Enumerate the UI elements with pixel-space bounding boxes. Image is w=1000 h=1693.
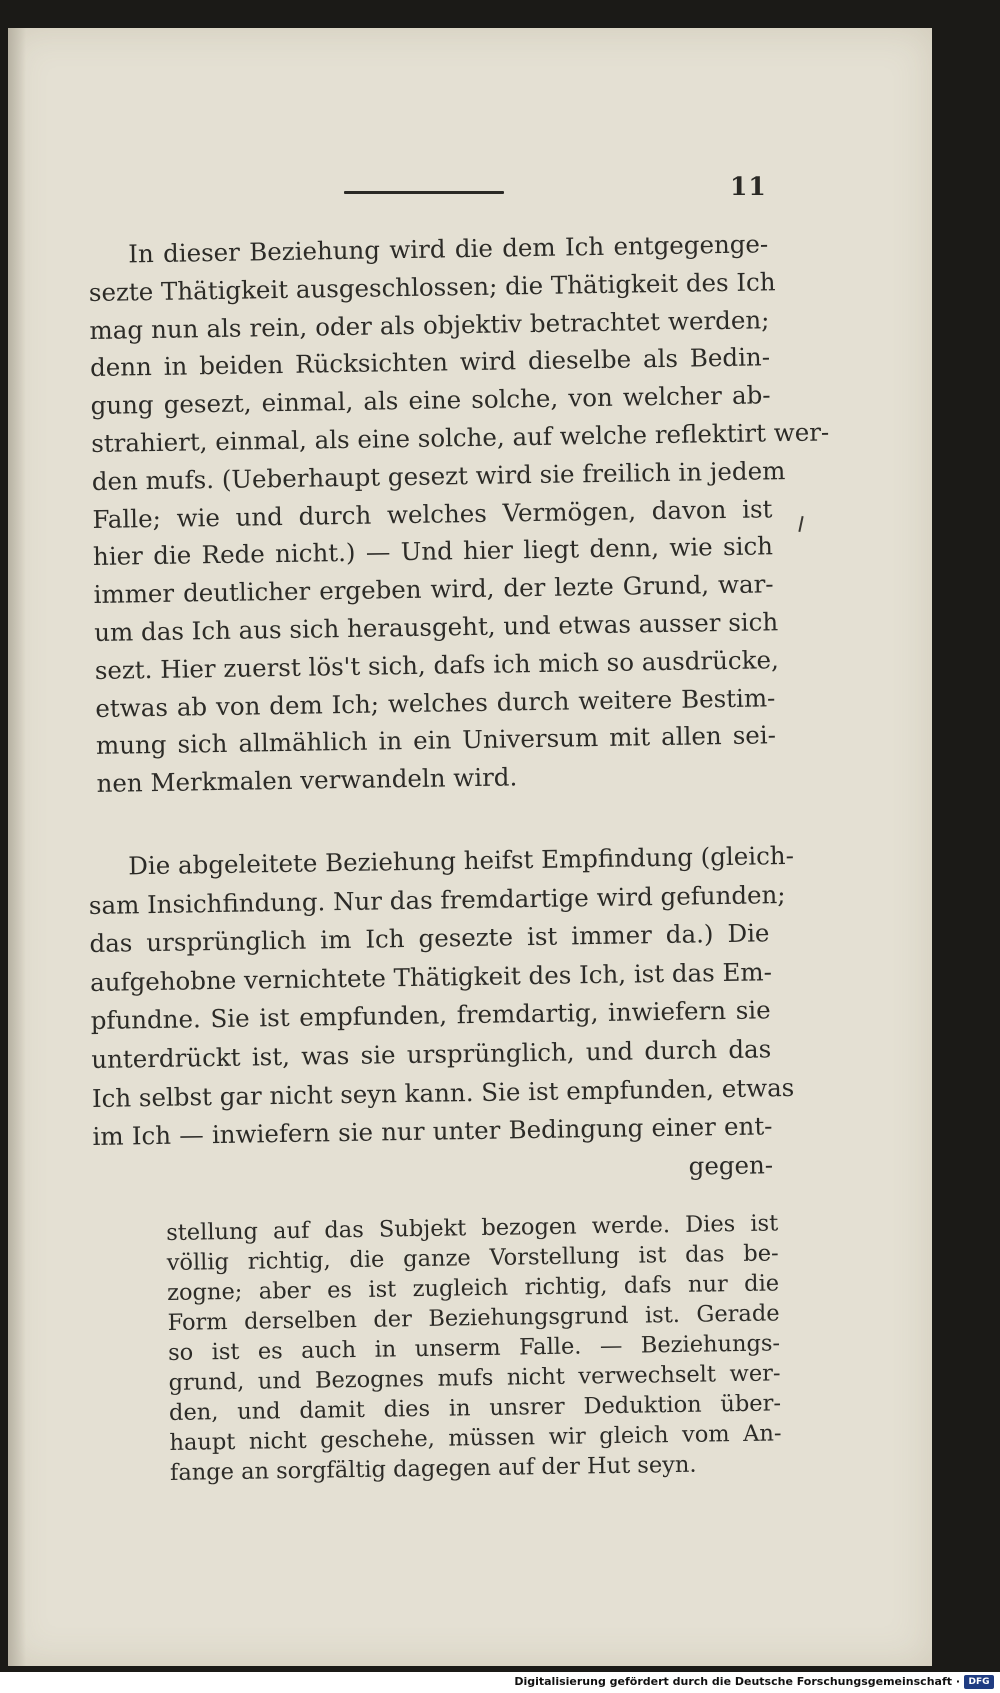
- dfg-credit: Digitalisierung gefördert durch die Deutsche Forschungsgemeinschaft ·: [514, 1675, 960, 1688]
- footnote-line: völlig richtig, die ganze Vorstellung ist das be-: [166, 1240, 779, 1276]
- text-line: pfundne. Sie ist empfunden, fremdartig, inwiefern sie: [90, 995, 771, 1036]
- text-line: den mufs. (Ueberhaupt gesezt wird sie freilich in jedem: [91, 455, 786, 496]
- footnote-line: zogne; aber es ist zugleich richtig, dafs nur die: [166, 1270, 780, 1306]
- text-line: mag nun als rein, oder als objektiv betrachtet werden;: [89, 304, 770, 345]
- text-line: Falle; wie und durch welches Vermögen, davon ist: [92, 493, 773, 534]
- digitization-footer: [0, 1672, 1000, 1693]
- footnote-line: stellung auf das Subjekt bezogen werde. Dies ist: [166, 1210, 779, 1246]
- dfg-logo: DFG: [964, 1675, 994, 1689]
- text-line: sezt. Hier zuerst lös't sich, dafs ich mich so ausdrücke,: [94, 644, 779, 685]
- header-rule: [344, 191, 504, 194]
- text-line: das ursprünglich im Ich gesezte ist immer da.) Die: [89, 918, 770, 959]
- text-line: nen Merkmalen verwandeln wird.: [96, 762, 518, 799]
- text-line: mung sich allmählich in ein Universum mit allen sei-: [95, 720, 777, 761]
- catchword: gegen-: [688, 1150, 774, 1181]
- text-line: denn in beiden Rücksichten wird dieselbe als Bedin-: [89, 342, 771, 383]
- text-line: sam Insichfindung. Nur das fremdartige wird gefunden;: [88, 879, 786, 920]
- text-line: Ich selbst gar nicht seyn kann. Sie ist empfunden, etwas: [91, 1072, 795, 1113]
- text-line: In dieser Beziehung wird die dem Ich entgegenge-: [128, 229, 769, 269]
- text-line: um das Ich aus sich herausgeht, und etwas ausser sich: [93, 607, 779, 647]
- text-line: sezte Thätigkeit ausgeschlossen; die Thätigkeit des Ich: [88, 267, 776, 307]
- footnote-line: so ist es auch in unserm Falle. — Beziehungs-: [167, 1330, 781, 1366]
- footnote-line: grund, und Bezognes mufs nicht verwechselt wer-: [168, 1360, 781, 1396]
- text-line: hier die Rede nicht.) — Und hier liegt denn, wie sich: [92, 531, 774, 572]
- footnote-line: fange an sorgfältig dagegen auf der Hut seyn.: [169, 1451, 697, 1486]
- text-line: gung gesezt, einmal, als eine solche, von welcher ab-: [90, 380, 771, 421]
- page-number: 11: [730, 172, 767, 201]
- paragraph-2: [88, 837, 795, 1195]
- text-line: unterdrückt ist, was sie ursprünglich, und durch das: [91, 1034, 772, 1074]
- footnote-line: haupt nicht geschehe, müssen wir gleich vom An-: [169, 1420, 782, 1456]
- text-line: immer deutlicher ergeben wird, der lezte Grund, war-: [93, 569, 774, 610]
- paragraph-1: [88, 225, 830, 803]
- text-line: aufgehobne vernichtete Thätigkeit des Ich, ist das Em-: [89, 957, 773, 997]
- text-line: im Ich — inwiefern sie nur unter Bedingung einer ent-: [92, 1111, 773, 1152]
- footnote-line: Form derselben der Beziehungsgrund ist. Gerade: [167, 1300, 780, 1336]
- book-page: [8, 28, 932, 1666]
- footnote-line: den, und damit dies in unsrer Deduktion über-: [168, 1390, 782, 1426]
- footnote: [166, 1208, 782, 1488]
- margin-mark: [798, 516, 803, 532]
- text-line: strahiert, einmal, als eine solche, auf welche reflektirt wer-: [91, 417, 830, 458]
- text-line: etwas ab von dem Ich; welches durch weitere Bestim-: [95, 682, 776, 723]
- text-line: Die abgeleitete Beziehung heifst Empfindung (gleich-: [128, 840, 795, 881]
